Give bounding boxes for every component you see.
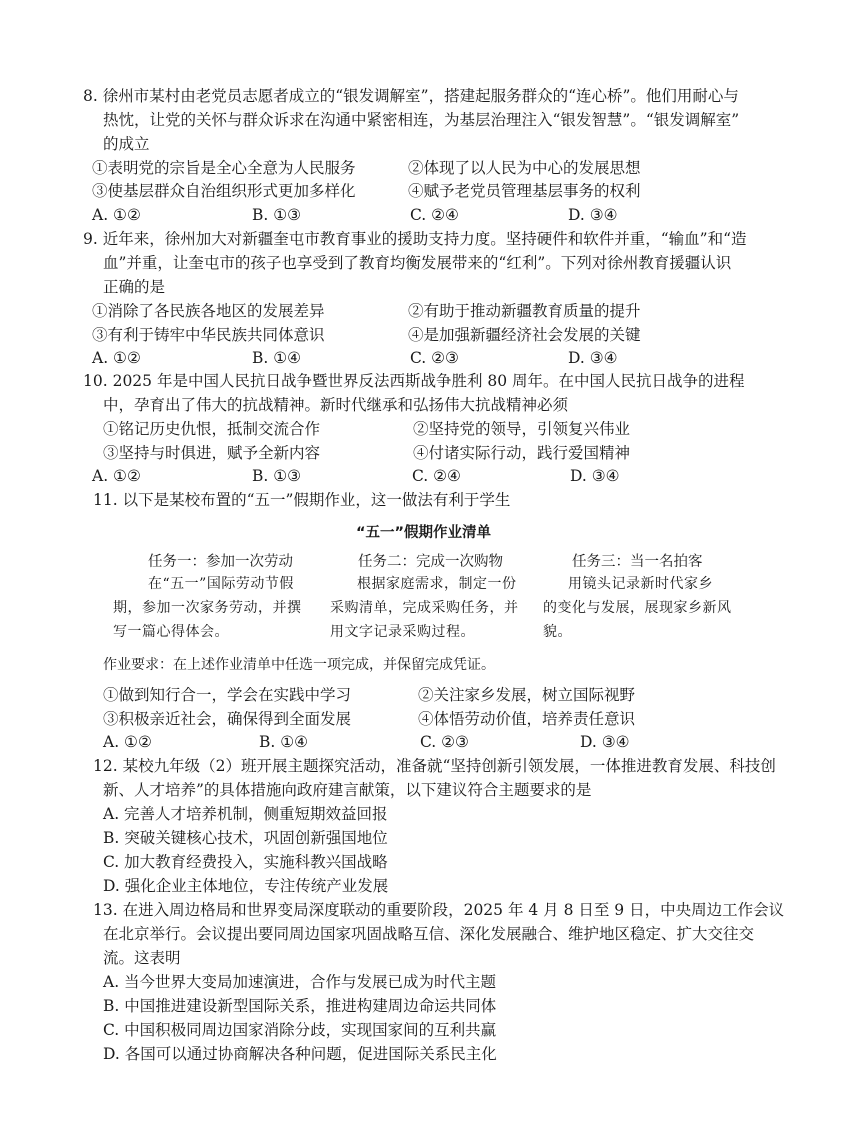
question-13-stem-line-3: 流。这表明 <box>103 949 181 967</box>
question-12-choice-c: C. 加大教育经费投入，实施科教兴国战略 <box>103 853 388 871</box>
question-10-item-1: ①铭记历史仇恨，抵制交流合作 <box>103 420 321 438</box>
question-9-choice-b: B. ①④ <box>252 349 302 367</box>
question-11-item-2: ②关注家乡发展，树立国际视野 <box>418 686 636 704</box>
question-9-item-4: ④是加强新疆经济社会发展的关键 <box>408 326 641 344</box>
question-9-item-2: ②有助于推动新疆教育质量的提升 <box>408 302 641 320</box>
question-13-choice-d: D. 各国可以通过协商解决各种问题，促进国际关系民主化 <box>103 1045 497 1063</box>
question-13-stem-line-2: 在北京举行。会议提出要同周边国家巩固战略互信、深化发展融合、维护地区稳定、扩大交往交 <box>103 925 755 943</box>
task-2-title: 任务二：完成一次购物 <box>358 554 503 570</box>
question-8-item-1: ①表明党的宗旨是全心全意为人民服务 <box>92 159 356 177</box>
question-10-stem-line-2: 中，孕育出了伟大的抗战精神。新时代继承和弘扬伟大抗战精神必须 <box>103 396 569 414</box>
task-2-body-line-3: 用文字记录采购过程。 <box>330 624 475 640</box>
question-10-stem-line-1: 10. 2025 年是中国人民抗日战争暨世界反法西斯战争胜利 80 周年。在中国人民抗日战争的进程 <box>83 372 745 390</box>
task-3-body-line-3: 貌。 <box>543 624 572 640</box>
question-9-choice-d: D. ③④ <box>568 349 618 367</box>
question-12-stem-line-2: 新、人才培养”的具体措施向政府建言献策，以下建议符合主题要求的是 <box>103 781 592 799</box>
task-1-body-line-2: 期，参加一次家务劳动，并撰 <box>113 600 302 616</box>
question-8-choice-d: D. ③④ <box>568 206 618 224</box>
question-9-stem-line-1: 9. 近年来，徐州加大对新疆奎屯市教育事业的援助支持力度。坚持硬件和软件并重，“输血”和“造 <box>83 230 747 248</box>
question-11-choice-c: C. ②③ <box>420 733 469 751</box>
task-1-title: 任务一：参加一次劳动 <box>148 554 293 570</box>
question-8-item-4: ④赋予老党员管理基层事务的权利 <box>408 182 641 200</box>
question-8-choice-a: A. ①② <box>92 206 141 224</box>
question-9-choice-a: A. ①② <box>92 349 141 367</box>
question-8-stem-line-3: 的成立 <box>103 135 150 153</box>
question-10-choice-c: C. ②④ <box>412 467 461 485</box>
task-3-body-line-1: 用镜头记录新时代家乡 <box>568 576 713 592</box>
question-12-choice-a: A. 完善人才培养机制，侧重短期效益回报 <box>103 805 388 823</box>
question-11-item-4: ④体悟劳动价值，培养责任意识 <box>418 710 636 728</box>
question-12-choice-d: D. 强化企业主体地位，专注传统产业发展 <box>103 877 389 895</box>
question-13-choice-a: A. 当今世界大变局加速演进，合作与发展已成为时代主题 <box>103 973 497 991</box>
question-13-choice-c: C. 中国积极同周边国家消除分歧，实现国家间的互利共赢 <box>103 1021 497 1039</box>
question-11-item-3: ③积极亲近社会，确保得到全面发展 <box>103 710 352 728</box>
question-8-choice-b: B. ①③ <box>252 206 302 224</box>
question-11-stem-line-1: 11. 以下是某校布置的“五一”假期作业，这一做法有利于学生 <box>93 491 511 509</box>
question-9-stem-line-2: 血”并重，让奎屯市的孩子也享受到了教育均衡发展带来的“红利”。下列对徐州教育援疆认识 <box>103 254 732 272</box>
question-10-choice-b: B. ①③ <box>252 467 302 485</box>
question-8-item-3: ③使基层群众自治组织形式更加多样化 <box>92 182 356 200</box>
task-3-body-line-2: 的变化与发展，展现家乡新风 <box>543 600 732 616</box>
question-10-item-2: ②坚持党的领导，引领复兴伟业 <box>413 420 631 438</box>
task-1-body-line-1: 在“五一”国际劳动节假 <box>148 576 294 592</box>
question-11-item-1: ①做到知行合一，学会在实践中学习 <box>103 686 352 704</box>
question-9-item-3: ③有利于铸牢中华民族共同体意识 <box>92 326 325 344</box>
homework-table-title: “五一”假期作业清单 <box>356 525 492 541</box>
homework-requirement: 作业要求：在上述作业清单中任选一项完成，并保留完成凭证。 <box>103 657 495 673</box>
question-10-choice-a: A. ①② <box>92 467 141 485</box>
question-9-item-1: ①消除了各民族各地区的发展差异 <box>92 302 325 320</box>
question-11-choice-b: B. ①④ <box>259 733 309 751</box>
task-3-title: 任务三：当一名拍客 <box>572 554 703 570</box>
task-2-body-line-1: 根据家庭需求，制定一份 <box>357 576 517 592</box>
question-8-choice-c: C. ②④ <box>410 206 459 224</box>
question-11-choice-d: D. ③④ <box>580 733 630 751</box>
question-9-choice-c: C. ②③ <box>410 349 459 367</box>
question-8-stem-line-1: 8. 徐州市某村由老党员志愿者成立的“银发调解室”，搭建起服务群众的“连心桥”。他们用耐心与 <box>83 87 739 105</box>
task-1-body-line-3: 写一篇心得体会。 <box>113 624 229 640</box>
question-13-choice-b: B. 中国推进建设新型国际关系，推进构建周边命运共同体 <box>103 997 497 1015</box>
question-8-stem-line-2: 热忱，让党的关怀与群众诉求在沟通中紧密相连，为基层治理注入“银发智慧”。“银发调解室” <box>103 111 740 129</box>
question-12-choice-b: B. 突破关键核心技术，巩固创新强国地位 <box>103 829 388 847</box>
question-9-stem-line-3: 正确的是 <box>103 278 166 296</box>
question-13-stem-line-1: 13. 在进入周边格局和世界变局深度联动的重要阶段，2025 年 4 月 8 日至 9 日，中央周边工作会议 <box>93 901 785 919</box>
question-10-item-4: ④付诸实际行动，践行爱国精神 <box>413 444 631 462</box>
question-11-choice-a: A. ①② <box>103 733 152 751</box>
question-10-choice-d: D. ③④ <box>570 467 620 485</box>
task-2-body-line-2: 采购清单，完成采购任务，并 <box>330 600 519 616</box>
question-10-item-3: ③坚持与时俱进，赋予全新内容 <box>103 444 321 462</box>
question-12-stem-line-1: 12. 某校九年级（2）班开展主题探究活动，准备就“坚持创新引领发展，一体推进教育发展、科技创 <box>93 757 776 775</box>
question-8-item-2: ②体现了以人民为中心的发展思想 <box>408 159 641 177</box>
